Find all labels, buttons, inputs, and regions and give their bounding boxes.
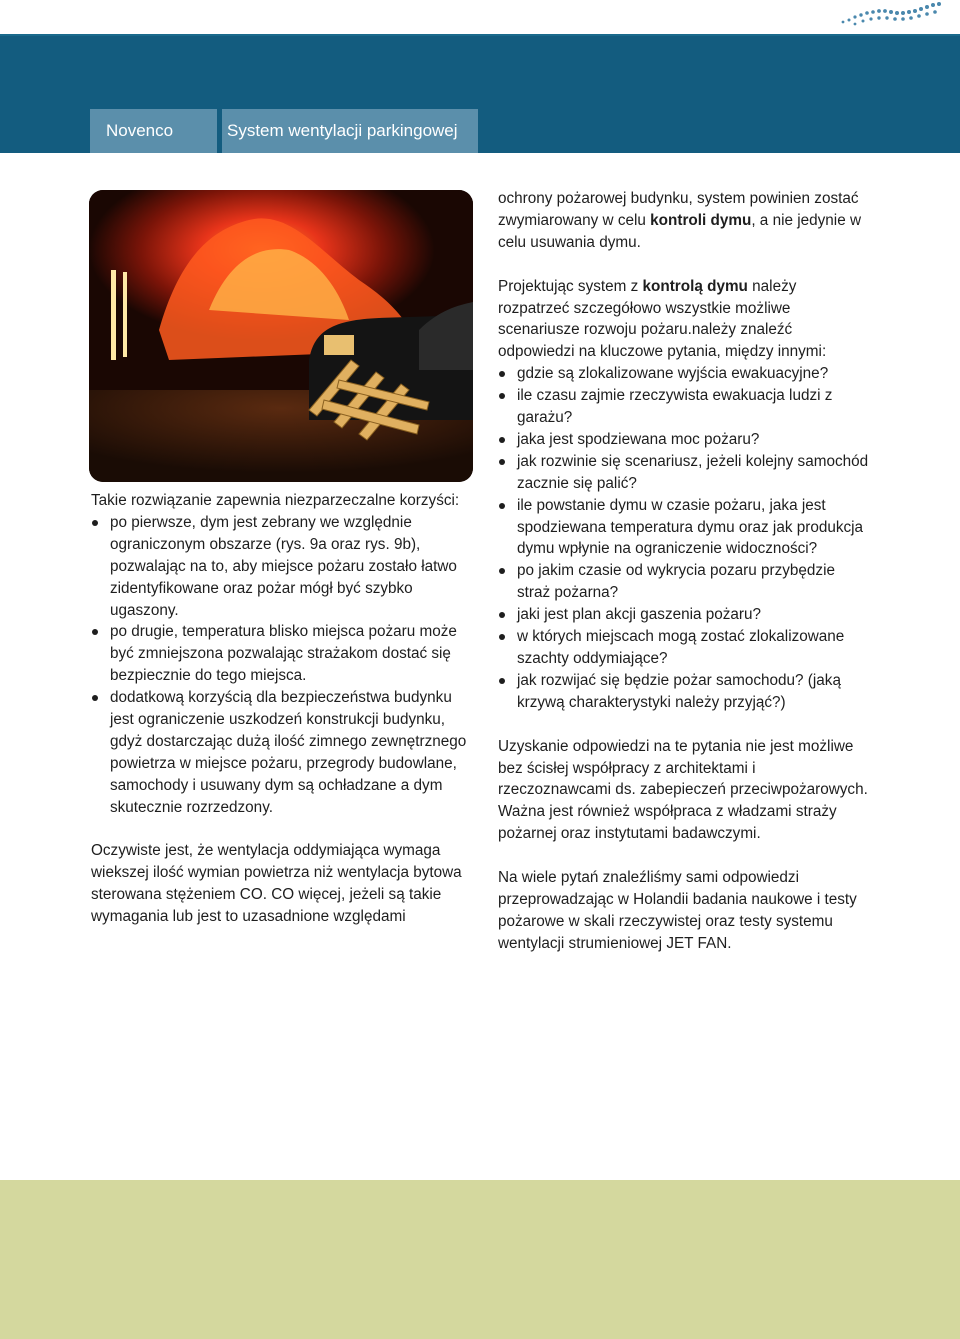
tab-company: Novenco (90, 109, 217, 153)
car-fire-photo (89, 190, 473, 482)
list-item: jak rozwijać się będzie pożar samochodu? (jaką krzywą charakterystyki należy przyjąć?) (498, 670, 870, 714)
list-item: po jakim czasie od wykrycia pozaru przybędzie straż pożarna? (498, 560, 870, 604)
list-item: po drugie, temperatura blisko miejsca pożaru może być zmniejszona pozwalając strażakom dostać się bezpiecznie do tego miejsca. (91, 621, 471, 687)
footer-band (0, 1180, 960, 1339)
paragraph-research: Na wiele pytań znaleźliśmy sami odpowiedzi przeprowadzając w Holandii badania naukowe i testy pożarowe w skali rzeczywistej oraz testy systemu wentylacji strumieniowej JET FAN. (498, 869, 857, 952)
paragraph-design: Projektując system z kontrolą dymu należy rozpatrzeć szczegółowo wszystkie możliwe scenariusze rozwoju pożaru.należy znaleźć odpowiedzi na kluczowe pytania, między innymi: (498, 277, 827, 361)
closing-paragraph: Oczywiste jest, że wentylacja oddymiająca wymaga wiekszej ilość wymian powietrza niż wentylacja bytowa sterowana stężeniem CO. CO więcej, jeżeli są takie wymagania lub jest to uzasadnione względami (91, 842, 462, 926)
paragraph-cooperation: Uzyskanie odpowiedzi na te pytania nie jest możliwe bez ścisłej współpracy z architektami i rzeczoznawcami ds. zabepieczeń przeciwpożarowych. Ważna jest również współpraca z władzami straży pożarnej oraz instytutami badawczymi. (498, 737, 868, 843)
list-item: jaka jest spodziewana moc pożaru? (498, 429, 870, 451)
list-item: dodatkową korzyścią dla bezpieczeństwa budynku jest ograniczenie uszkodzeń konstrukcji budynku, gdyż dostarczając dużą ilość zimnego zewnętrznego powietrza w miejsce pożaru, przegrody budowlane, samochody i usuwany dym są ochładzane a dym skutecznie rozrzedzony. (91, 687, 471, 818)
benefits-intro: Takie rozwiązanie zapewnia niezparzeczalne korzyści: (91, 492, 460, 509)
list-item: w których miejscach mogą zostać zlokalizowane szachty oddymiające? (498, 626, 870, 670)
list-item: jaki jest plan akcji gaszenia pożaru? (498, 604, 870, 626)
company-logo-icon (835, 0, 945, 28)
right-column (498, 188, 870, 955)
list-item: ile czasu zajmie rzeczywista ewakuacja ludzi z garażu? (498, 385, 870, 429)
list-item: gdzie są zlokalizowane wyjścia ewakuacyjne? (498, 363, 870, 385)
list-item: po pierwsze, dym jest zebrany we względnie ograniczonym obszarze (rys. 9a oraz rys. 9b), pozwalając na to, aby miejsce pożaru zostało łatwo zidentyfikowane oraz pożar mógł być szybko ugaszony. (91, 512, 471, 622)
paragraph-smoke-control: ochrony pożarowej budynku, system powinien zostać zwymiarowany w celu kontroli dymu, a nie jedynie w celu usuwania dymu. (498, 190, 862, 251)
list-item: jak rozwinie się scenariusz, jeżeli kolejny samochód zacznie się palić? (498, 451, 870, 495)
questions-list (498, 363, 870, 714)
benefits-list (91, 512, 471, 819)
tab-document-title: System wentylacji parkingowej (222, 109, 478, 153)
left-column (91, 490, 471, 928)
list-item: ile powstanie dymu w czasie pożaru, jaka jest spodziewana temperatura dymu oraz jak produkcja dymu wpłynie na ograniczenie widoczności? (498, 495, 870, 561)
